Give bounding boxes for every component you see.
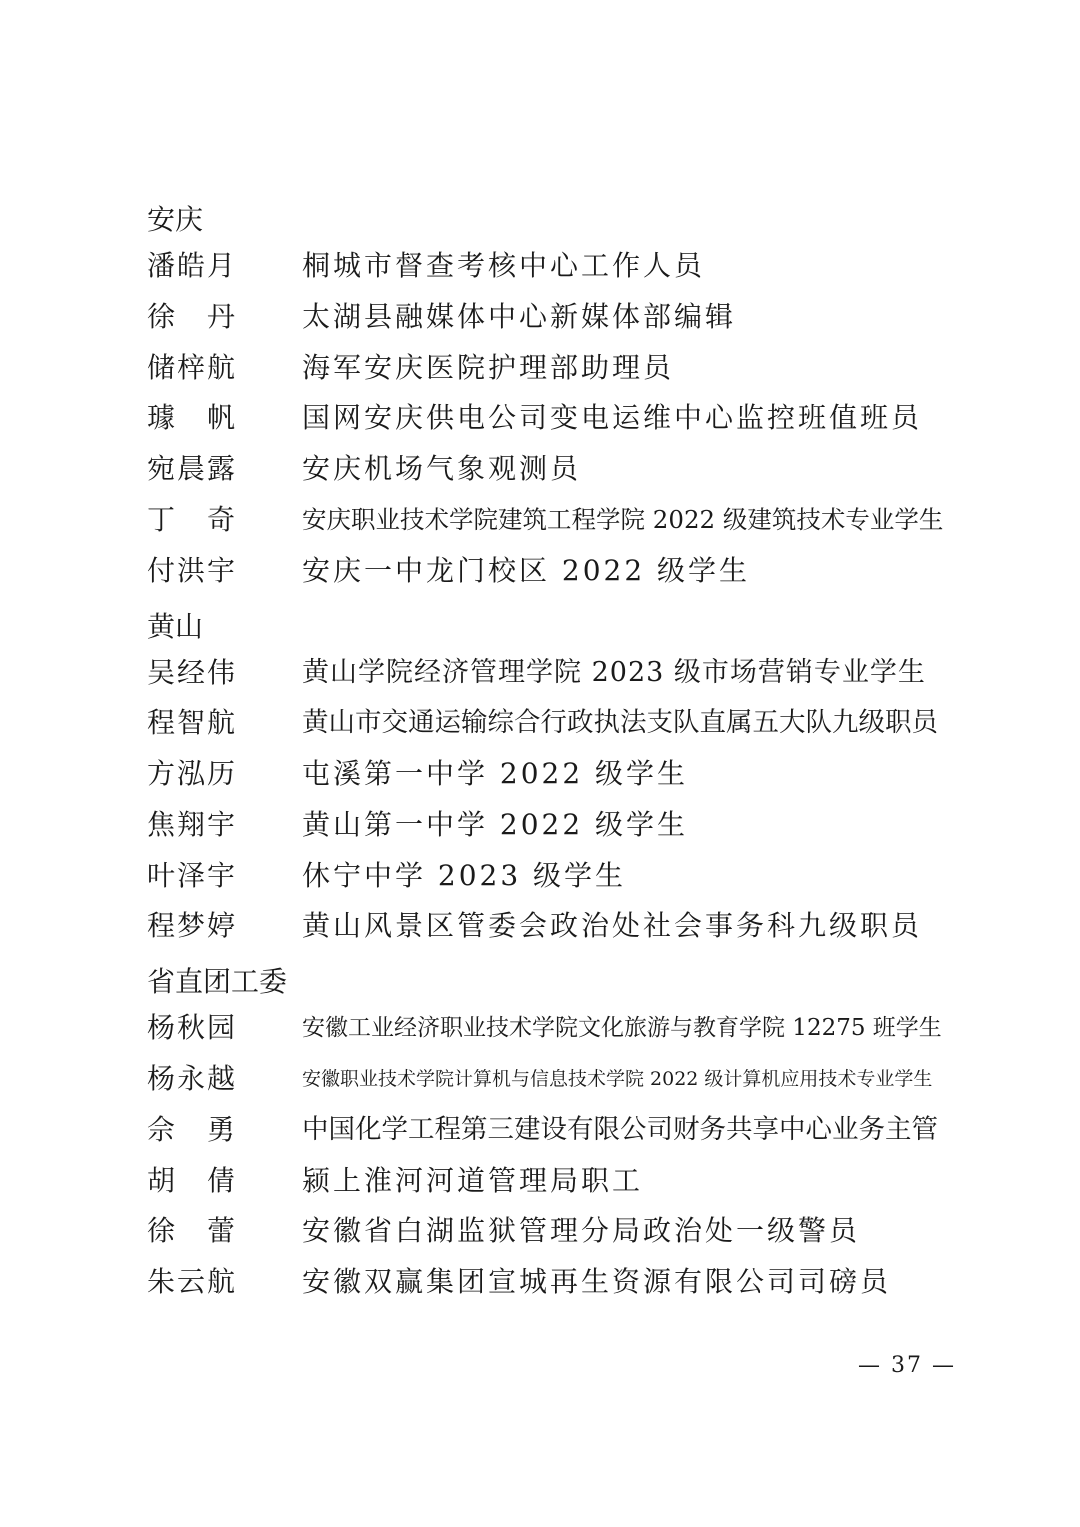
person-name: 佘 勇 xyxy=(147,1113,238,1146)
person-position: 黄山第一中学 2022 级学生 xyxy=(302,808,689,841)
person-position: 安徽工业经济职业技术学院文化旅游与教育学院 12275 班学生 xyxy=(302,1015,942,1041)
list-item xyxy=(0,1161,1080,1201)
person-position: 国网安庆供电公司变电运维中心监控班值班员 xyxy=(302,401,923,434)
person-position: 黄山市交通运输综合行政执法支队直属五大队九级职员 xyxy=(302,707,938,738)
list-item xyxy=(0,1110,1080,1150)
list-item xyxy=(0,1008,1080,1048)
person-name: 焦翔宇 xyxy=(147,808,238,841)
person-name: 徐 丹 xyxy=(147,300,238,333)
person-position: 安庆一中龙门校区 2022 级学生 xyxy=(302,554,751,587)
list-item xyxy=(0,1262,1080,1302)
person-name: 宛晨露 xyxy=(147,452,238,485)
section-title-huangshan: 黄山 xyxy=(147,610,204,643)
list-item xyxy=(0,500,1080,540)
person-name: 方泓历 xyxy=(147,757,238,790)
list-item xyxy=(0,703,1080,743)
list-item xyxy=(0,906,1080,946)
person-name: 朱云航 xyxy=(147,1265,238,1298)
list-item xyxy=(0,1211,1080,1251)
person-position: 休宁中学 2023 级学生 xyxy=(302,859,627,892)
person-position: 桐城市督查考核中心工作人员 xyxy=(302,249,706,282)
person-position: 屯溪第一中学 2022 级学生 xyxy=(302,757,689,790)
person-name: 储梓航 xyxy=(147,351,238,384)
person-name: 杨秋园 xyxy=(147,1011,238,1044)
person-position: 太湖县融媒体中心新媒体部编辑 xyxy=(302,300,737,333)
person-position: 安庆职业技术学院建筑工程学院 2022 级建筑技术专业学生 xyxy=(302,505,944,534)
person-name: 丁 奇 xyxy=(147,503,238,536)
person-name: 程智航 xyxy=(147,706,238,739)
person-position: 颍上淮河河道管理局职工 xyxy=(302,1164,644,1197)
list-item xyxy=(0,246,1080,286)
person-name: 吴经伟 xyxy=(147,656,238,689)
list-item xyxy=(0,297,1080,337)
list-item xyxy=(0,856,1080,896)
person-position: 中国化学工程第三建设有限公司财务共享中心业务主管 xyxy=(302,1114,938,1145)
list-item xyxy=(0,348,1080,388)
person-name: 胡 倩 xyxy=(147,1164,238,1197)
section-title-anqing: 安庆 xyxy=(147,203,204,236)
person-position: 海军安庆医院护理部助理员 xyxy=(302,351,675,384)
person-name: 杨永越 xyxy=(147,1062,238,1095)
person-name: 程梦婷 xyxy=(147,909,238,942)
list-item xyxy=(0,1059,1080,1099)
list-item xyxy=(0,449,1080,489)
person-position: 安徽省白湖监狱管理分局政治处一级警员 xyxy=(302,1214,861,1247)
person-name: 璩 帆 xyxy=(147,401,238,434)
list-item xyxy=(0,398,1080,438)
list-item xyxy=(0,805,1080,845)
person-position: 安徽职业技术学院计算机与信息技术学院 2022 级计算机应用技术专业学生 xyxy=(302,1068,933,1090)
page-number: — 37 — xyxy=(858,1353,956,1378)
section-title-provincial-youth-league: 省直团工委 xyxy=(147,965,288,998)
list-item xyxy=(0,551,1080,591)
person-position: 安徽双赢集团宣城再生资源有限公司司磅员 xyxy=(302,1265,892,1298)
list-item xyxy=(0,754,1080,794)
person-name: 潘皓月 xyxy=(147,249,238,282)
person-name: 付洪宇 xyxy=(147,554,238,587)
person-name: 徐 蕾 xyxy=(147,1214,238,1247)
person-position: 黄山学院经济管理学院 2023 级市场营销专业学生 xyxy=(302,657,926,688)
person-position: 黄山风景区管委会政治处社会事务科九级职员 xyxy=(302,909,923,942)
person-name: 叶泽宇 xyxy=(147,859,238,892)
person-position: 安庆机场气象观测员 xyxy=(302,452,582,485)
list-item xyxy=(0,653,1080,693)
